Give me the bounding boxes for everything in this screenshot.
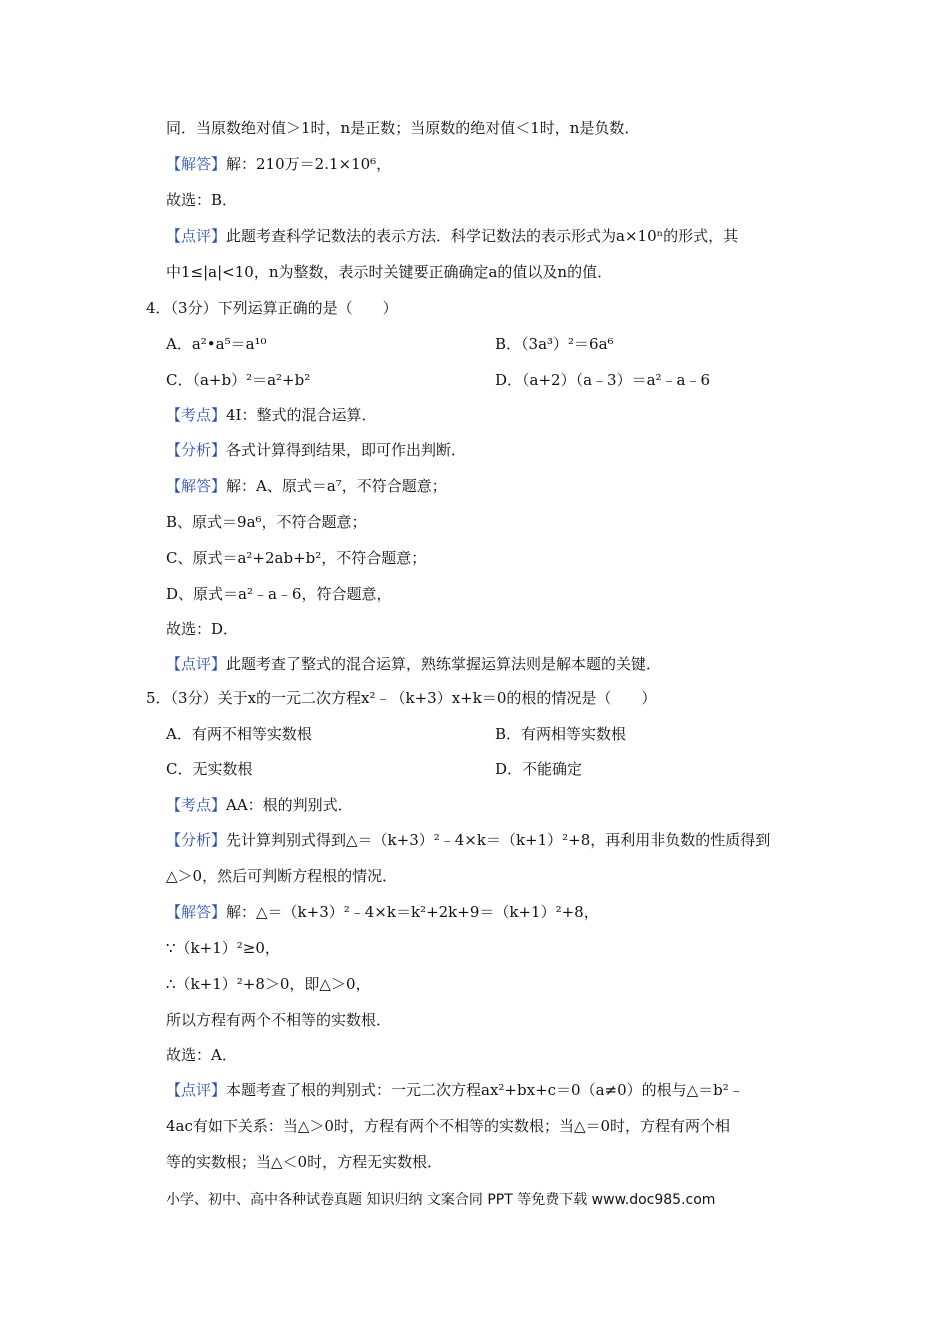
q3-comment-text-1: 此题考查科学记数法的表示方法．科学记数法的表示形式为a×10ⁿ的形式，其 xyxy=(226,227,739,245)
q5-option-d: D．不能确定 xyxy=(495,760,583,778)
q4-choice: 故选：D． xyxy=(166,620,239,638)
comment-tag: 【点评】 xyxy=(166,655,227,673)
q5-jieda-text-1: 解：△＝（k+3）²﹣4×k＝k²+2k+9＝（k+1）²+8， xyxy=(226,903,599,921)
q3-comment-text-2: 中1≤|a|<10，n为整数，表示时关键要正确确定a的值以及n的值． xyxy=(166,263,613,281)
q4-jieda-text-1: 解：A、原式＝a⁷，不符合题意； xyxy=(226,477,447,495)
q5-kaodian-line xyxy=(166,795,353,815)
q4-comment-line xyxy=(166,654,661,674)
q5-kaodian-text: AA：根的判别式． xyxy=(226,796,353,814)
q4-jieda-text-2: B、原式＝9a⁶，不符合题意； xyxy=(166,513,367,531)
q4-fenxi-text: 各式计算得到结果，即可作出判断． xyxy=(226,441,467,459)
q3-answer-text: 解：210万＝2.1×10⁶， xyxy=(226,155,392,173)
q4-option-d: D．（a+2）（a﹣3）＝a²﹣a﹣6 xyxy=(495,371,711,389)
q4-jieda-text-3: C、原式＝a²+2ab+b²，不符合题意； xyxy=(166,549,427,567)
q5-stem: 5．（3分）关于x的一元二次方程x²﹣（k+3）x+k＝0的根的情况是（ ） xyxy=(146,689,657,707)
q5-option-c: C．无实数根 xyxy=(166,760,253,778)
q4-option-c: C．（a+b）²＝a²+b² xyxy=(166,371,311,389)
q3-continuation: 同．当原数绝对值＞1时，n是正数；当原数的绝对值＜1时，n是负数． xyxy=(166,119,640,137)
q3-comment-line xyxy=(166,226,738,246)
q3-choice: 故选：B． xyxy=(166,191,238,209)
fenxi-tag: 【分析】 xyxy=(166,831,227,849)
kaodian-tag: 【考点】 xyxy=(166,796,227,814)
q4-fenxi-line xyxy=(166,440,466,460)
q5-comment-line xyxy=(166,1080,744,1100)
answer-tag: 【解答】 xyxy=(166,477,227,495)
q5-jieda-text-3: ∴（k+1）²+8＞0，即△＞0， xyxy=(166,975,371,993)
comment-tag: 【点评】 xyxy=(166,1081,227,1099)
q5-jieda-text-2: ∵（k+1）²≥0， xyxy=(166,939,280,957)
q5-jieda-text-4: 所以方程有两个不相等的实数根． xyxy=(166,1011,392,1029)
q5-fenxi-line xyxy=(166,830,770,850)
q5-fenxi-text-1: 先计算判别式得到△＝（k+3）²﹣4×k＝（k+1）²+8，再利用非负数的性质得到 xyxy=(226,831,771,849)
q4-option-a: A．a²•a⁵＝a¹⁰ xyxy=(166,335,267,353)
q5-jieda-line xyxy=(166,902,599,922)
q4-jieda-line xyxy=(166,476,447,496)
q4-jieda-text-4: D、原式＝a²﹣a﹣6，符合题意， xyxy=(166,585,392,603)
answer-tag: 【解答】 xyxy=(166,155,227,173)
q4-stem: 4．（3分）下列运算正确的是（ ） xyxy=(146,299,398,317)
fenxi-tag: 【分析】 xyxy=(166,441,227,459)
q3-answer-line xyxy=(166,154,391,174)
comment-tag: 【点评】 xyxy=(166,227,227,245)
q5-comment-text-1: 本题考查了根的判别式：一元二次方程ax²+bx+c＝0（a≠0）的根与△＝b²﹣ xyxy=(226,1081,744,1099)
answer-tag: 【解答】 xyxy=(166,903,227,921)
q5-fenxi-text-2: △＞0，然后可判断方程根的情况． xyxy=(166,867,398,885)
q4-comment-text: 此题考查了整式的混合运算，熟练掌握运算法则是解本题的关键． xyxy=(226,655,662,673)
q5-option-a: A．有两不相等实数根 xyxy=(166,725,312,743)
q4-option-b: B．（3a³）²＝6a⁶ xyxy=(495,335,614,353)
kaodian-tag: 【考点】 xyxy=(166,406,227,424)
page-footer: 小学、初中、高中各种试卷真题 知识归纳 文案合同 PPT 等免费下载 www.doc985.com xyxy=(166,1192,716,1208)
q5-option-b: B．有两相等实数根 xyxy=(495,725,627,743)
q4-kaodian-line xyxy=(166,405,377,425)
q5-choice: 故选：A． xyxy=(166,1046,237,1064)
q4-kaodian-text: 4I：整式的混合运算． xyxy=(226,406,377,424)
q5-comment-text-2: 4ac有如下关系：当△＞0时，方程有两个不相等的实数根；当△＝0时，方程有两个相 xyxy=(166,1117,731,1135)
q5-comment-text-3: 等的实数根；当△＜0时，方程无实数根． xyxy=(166,1153,443,1171)
